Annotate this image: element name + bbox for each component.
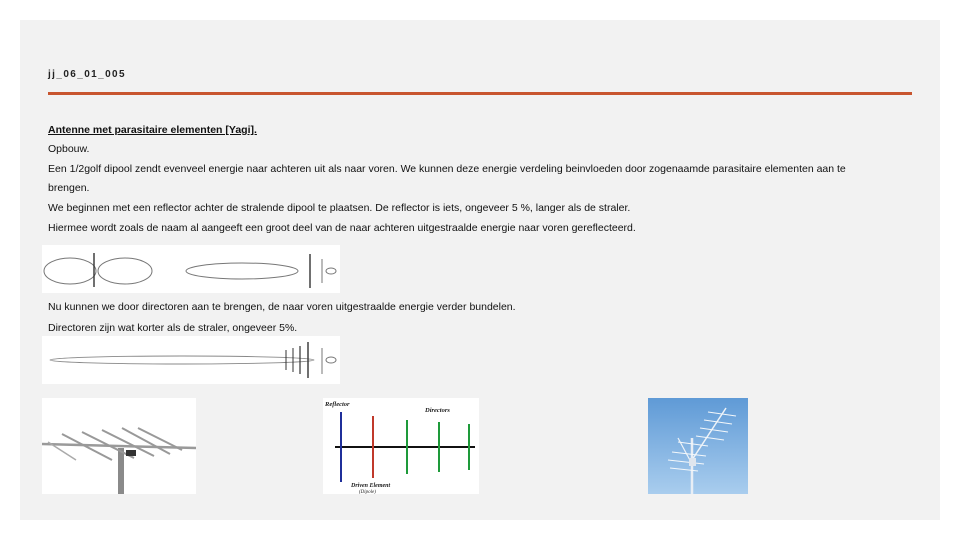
radiation-pattern-reflector-figure	[42, 245, 340, 293]
driven-element-label: Driven Element	[351, 483, 391, 489]
paragraph-2: We beginnen met een reflector achter de stralende dipool te plaatsen. De reflector is iets, ongeveer 5 %, langer als de straler.	[48, 202, 631, 214]
radiation-pattern-directors-figure	[42, 336, 340, 384]
paragraph-1-line-2: brengen.	[48, 182, 90, 194]
paragraph-3: Hiermee wordt zoals de naam al aangeeft een groot deel van de naar achteren uitgestraalde energie naar voren gereflecteerd.	[48, 222, 636, 234]
antenna-photo	[42, 398, 196, 494]
title-rule	[48, 92, 912, 95]
paragraph-1-line-1: Een 1/2golf dipool zendt evenveel energie naar achteren uit als naar voren. We kunnen deze energie verdeling beinvloeden door zogenaamde parasitaire elementen aan te	[48, 163, 846, 175]
directors-label: Directors	[425, 407, 450, 414]
paragraph-4: Nu kunnen we door directoren aan te brengen, de naar voren uitgestraalde energie verder bundelen.	[48, 301, 516, 313]
stacked-yagi-photo	[648, 398, 748, 494]
reflector-label: Reflector	[325, 401, 350, 408]
slide-code: jj_06_01_005	[48, 69, 126, 80]
subheading: Opbouw.	[48, 143, 90, 155]
driven-element-sublabel: (Dipole)	[359, 490, 376, 494]
paragraph-5: Directoren zijn wat korter als de straler, ongeveer 5%.	[48, 322, 298, 334]
heading: Antenne met parasitaire elementen [Yagi].	[48, 124, 257, 136]
yagi-element-diagram	[323, 398, 479, 494]
